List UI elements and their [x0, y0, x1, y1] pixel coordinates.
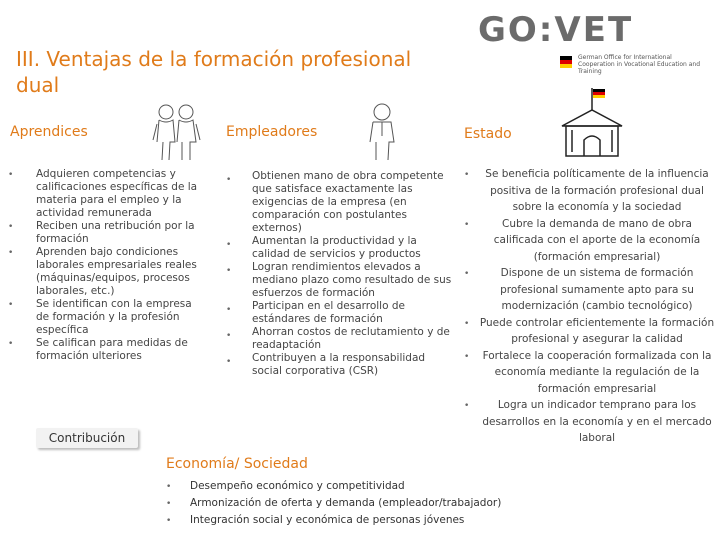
bullet-icon: •	[8, 222, 14, 232]
list-item: • Dispone de un sistema de formación profesional sumamente apto para su modernización (cambio tecnológico)	[464, 267, 694, 312]
heading-aprendices: Aprendices	[10, 124, 88, 140]
aprendices-list	[8, 168, 204, 363]
bullet-icon: •	[464, 170, 470, 180]
list-item: • Fortalece la cooperación formalizada con la economía mediante la regulación de la formación empresarial	[464, 349, 712, 395]
bullet-icon: •	[8, 170, 14, 180]
list-item: • Logran rendimientos elevados a mediano plazo como resultado de sus esfuerzos de formación	[226, 261, 452, 299]
bullet-icon: •	[226, 305, 232, 315]
bullet-icon: •	[166, 499, 172, 509]
bullet-icon: •	[166, 482, 172, 492]
bullet-icon: •	[464, 401, 470, 411]
list-item: • Ahorran costos de reclutamiento y de readaptación	[226, 326, 450, 351]
bullet-icon: •	[226, 175, 232, 185]
list-item: • Aumentan la productividad y la calidad de servicios y productos	[226, 235, 421, 260]
estado-list	[464, 166, 716, 447]
list-item: • Se beneficia políticamente de la influencia positiva de la formación profesional dual sobre la economía y la sociedad	[464, 168, 709, 213]
empleadores-list	[224, 170, 456, 378]
list-item: • Participan en el desarrollo de estándares de formación	[226, 300, 405, 325]
list-item: • Se identifican con la empresa de formación y la profesión específica	[8, 298, 192, 336]
bullet-icon: •	[464, 351, 470, 362]
bullet-icon: •	[8, 248, 14, 258]
bullet-icon: •	[166, 516, 172, 526]
list-item: • Reciben una retribución por la formación	[8, 220, 195, 245]
state-building-icon	[556, 86, 628, 162]
bullet-icon: •	[464, 269, 470, 279]
bullet-icon: •	[8, 300, 14, 310]
list-item: • Puede controlar eficientemente la formación profesional y asegurar la calidad	[464, 316, 715, 345]
apprentices-sketch-icon	[150, 100, 204, 162]
list-item: • Integración social y económica de personas jóvenes	[166, 512, 586, 529]
list-item: • Armonización de oferta y demanda (empleador/trabajador)	[166, 495, 586, 512]
employer-sketch-icon	[362, 100, 402, 162]
heading-empleadores: Empleadores	[226, 124, 318, 140]
bullet-icon: •	[226, 266, 232, 276]
heading-estado: Estado	[464, 126, 512, 142]
logo-subtitle: German Office for International Cooperation in Vocational Education and Training	[578, 54, 701, 75]
society-list	[166, 478, 586, 529]
bullet-icon: •	[226, 357, 232, 367]
bullet-icon: •	[464, 219, 470, 230]
list-item: • Cubre la demanda de mano de obra calificada con el aporte de la economía (formación empresarial)	[464, 217, 701, 263]
list-item: • Se califican para medidas de formación ulteriores	[8, 337, 188, 362]
list-item: • Aprenden bajo condiciones laborales empresariales reales (máquinas/equipos, procesos laborales, etc.)	[8, 246, 197, 297]
german-flag-icon	[560, 56, 572, 68]
list-item: • Adquieren competencias y calificaciones específicas de la materia para el empleo y la actividad remunerada	[8, 168, 198, 219]
list-item: • Contribuyen a la responsabilidad social corporativa (CSR)	[226, 352, 426, 377]
list-item: • Desempeño económico y competitividad	[166, 478, 586, 495]
govet-logo	[478, 10, 708, 75]
bullet-icon: •	[464, 318, 470, 329]
heading-economia-sociedad: Economía/ Sociedad	[166, 456, 308, 472]
list-item: • Logra un indicador temprano para los desarrollos en la economía y en el mercado laboral	[464, 399, 712, 444]
bullet-icon: •	[8, 339, 14, 349]
logo-wordmark: GO:VET	[478, 10, 634, 50]
bullet-icon: •	[226, 240, 232, 250]
bullet-icon: •	[226, 331, 232, 341]
contribution-button[interactable]: Contribución	[36, 428, 138, 448]
slide-title: III. Ventajas de la formación profesional dual	[16, 47, 412, 97]
list-item: • Obtienen mano de obra competente que satisface exactamente las exigencias de la empresa (en comparación con postulantes externos)	[226, 170, 444, 234]
